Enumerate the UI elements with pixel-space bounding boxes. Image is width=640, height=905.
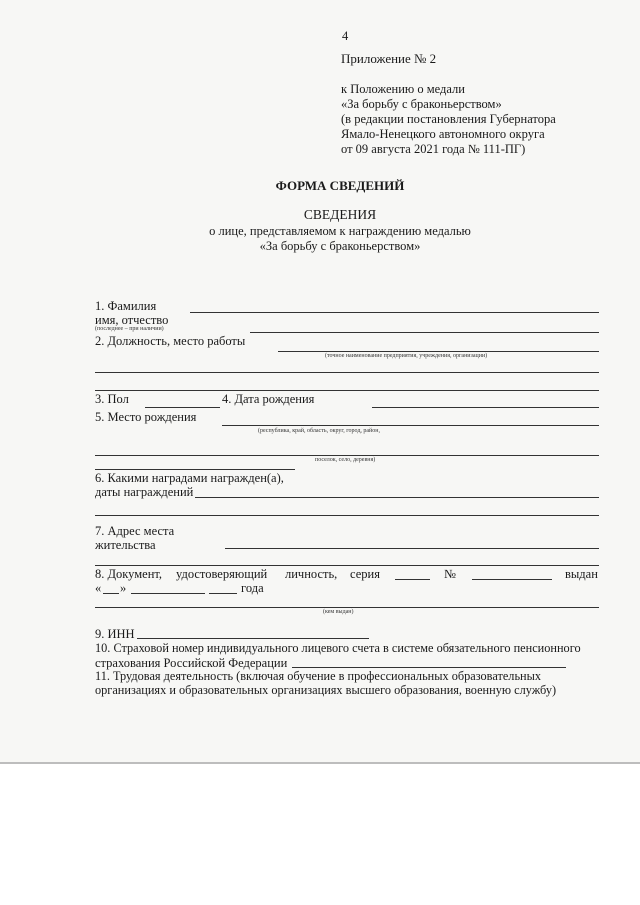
field-date-month-line <box>131 593 205 594</box>
header-line-3: (в редакции постановления Губернатора <box>341 112 556 126</box>
field-address-line-2 <box>95 565 599 566</box>
field-inn-line <box>137 638 369 639</box>
field-position-line-3 <box>95 390 599 391</box>
field-awards-line <box>195 497 599 498</box>
field-name-note: (последнее – при наличии) <box>95 326 164 332</box>
header-line-2: «За борьбу с браконьерством» <box>341 97 502 111</box>
field-date-year-line <box>209 593 237 594</box>
field-awards-dates-label: даты награждений <box>95 485 194 499</box>
field-series-label: серия <box>350 567 380 581</box>
field-birthplace-label: 5. Место рождения <box>95 410 197 424</box>
field-document-label: 8. Документ, <box>95 567 163 581</box>
field-issued-label: выдан <box>565 567 598 581</box>
field-birthdate-label: 4. Дата рождения <box>222 392 315 406</box>
form-title: ФОРМА СВЕДЕНИЙ <box>275 178 405 193</box>
field-surname-label: 1. Фамилия <box>95 299 157 313</box>
field-number-line <box>472 579 552 580</box>
field-address-line <box>225 548 599 549</box>
field-sex-line <box>145 407 220 408</box>
field-birthplace-line-3 <box>95 469 295 470</box>
field-awards-line-2 <box>95 515 599 516</box>
field-position-note: (точное наименование предприятия, учреждения, организации) <box>325 353 488 359</box>
field-snils-line-1: 10. Страховой номер индивидуального лицевого счета в системе обязательного пенсионного <box>95 641 581 655</box>
field-snils-line-2: страхования Российской Федерации <box>95 656 288 670</box>
field-snils-line <box>292 667 566 668</box>
field-issuer-note: (кем выдан) <box>323 609 354 615</box>
field-date-close: » <box>120 581 127 595</box>
field-birthplace-note-1: (республика, край, область, округ, город, район, <box>258 428 380 434</box>
field-position-line-2 <box>95 372 599 373</box>
field-position-label: 2. Должность, место работы <box>95 334 246 348</box>
appendix-label: Приложение № 2 <box>341 51 437 66</box>
field-position-line <box>278 351 599 352</box>
field-sex-label: 3. Пол <box>95 392 129 406</box>
field-birthdate-line <box>372 407 599 408</box>
field-name-label: имя, отчество <box>95 313 169 327</box>
field-year-label: года <box>241 581 264 595</box>
field-series-line <box>395 579 430 580</box>
subtitle-line-2: «За борьбу с браконьерством» <box>259 239 421 253</box>
field-date-open: « <box>95 581 102 595</box>
field-document-word-3: личность, <box>285 567 338 581</box>
field-inn-label: 9. ИНН <box>95 627 135 641</box>
header-line-5: от 09 августа 2021 года № 111-ПГ) <box>341 142 526 156</box>
field-name-line <box>250 332 599 333</box>
page-number: 4 <box>342 29 349 43</box>
field-document-word-2: удостоверяющий <box>176 567 268 581</box>
header-line-1: к Положению о медали <box>341 82 465 96</box>
svedeniya-title: СВЕДЕНИЯ <box>303 207 377 222</box>
field-birthplace-note-2: поселок, село, деревня) <box>315 457 376 463</box>
field-issuer-line <box>95 607 599 608</box>
field-birthplace-line <box>222 425 599 426</box>
field-address-label: 7. Адрес места <box>95 524 175 538</box>
subtitle-line-1: о лице, представляемом к награждению медалью <box>209 224 471 238</box>
field-birthplace-line-2 <box>95 455 599 456</box>
field-date-day-line <box>103 593 119 594</box>
field-work-line-1: 11. Трудовая деятельность (включая обучение в профессиональных образовательных <box>95 669 542 683</box>
field-address-label-2: жительства <box>95 538 156 552</box>
header-line-4: Ямало-Ненецкого автономного округа <box>341 127 545 141</box>
field-surname-line <box>190 312 599 313</box>
field-work-line-2: организациях и образовательных организациях высшего образования, военную службу) <box>95 683 557 697</box>
field-awards-label: 6. Какими наградами награжден(а), <box>95 471 284 485</box>
field-number-label: № <box>444 567 456 581</box>
